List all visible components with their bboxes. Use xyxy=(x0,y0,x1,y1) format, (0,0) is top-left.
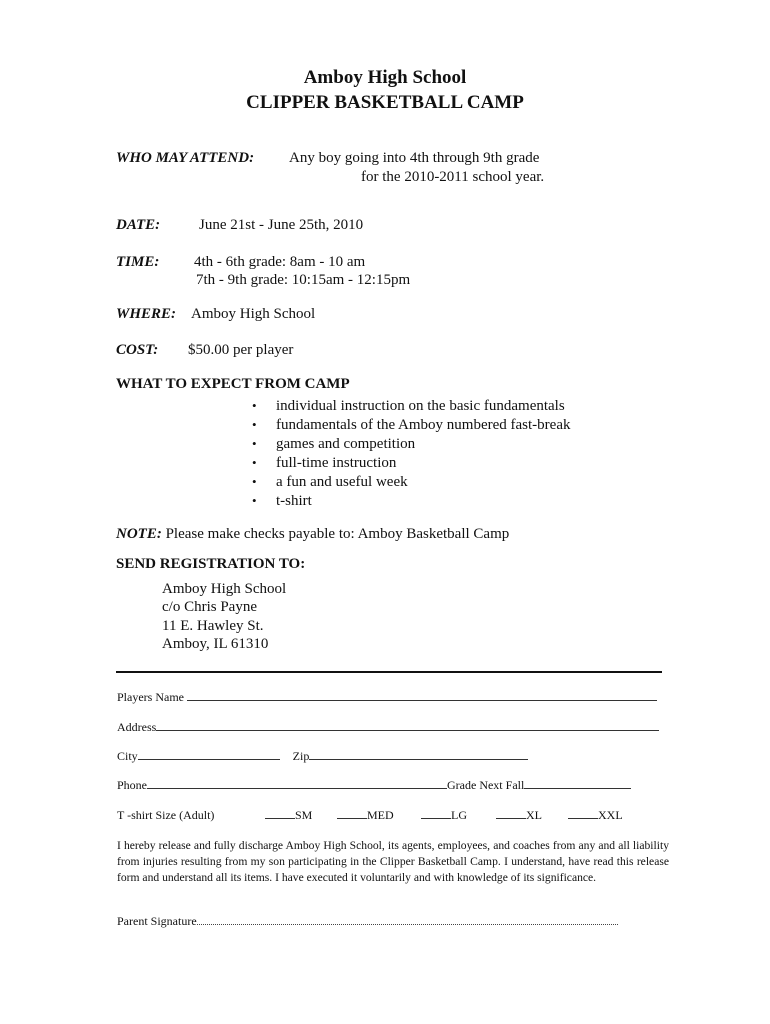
size-xl: XL xyxy=(496,808,542,823)
release-text: I hereby release and fully discharge Amboy High School, its agents, employees, and coaches from any and all liability from injuries resulting from my son participating in the Clipper Basketball Camp. I understand, have read this release form and understand all its items. I have executed it voluntarily and with knowledge of its significance. xyxy=(117,839,669,884)
bullet-icon: • xyxy=(252,493,257,508)
phone-label: Phone xyxy=(117,778,147,792)
size-med: MED xyxy=(337,808,394,823)
parent-signature-field[interactable] xyxy=(197,914,618,925)
address-field[interactable] xyxy=(156,720,659,731)
list-item: • games and competition xyxy=(252,436,416,452)
expect-list xyxy=(252,396,571,510)
address-line: 11 E. Hawley St. xyxy=(162,617,264,634)
tshirt-row xyxy=(117,808,214,823)
address-line: Amboy High School xyxy=(162,581,287,597)
where-value: Amboy High School xyxy=(191,306,316,322)
where-label: WHERE: xyxy=(116,306,177,322)
expect-heading: WHAT TO EXPECT FROM CAMP xyxy=(116,376,350,392)
zip-label: Zip xyxy=(292,749,310,763)
size-sm: SM xyxy=(265,808,312,823)
registration-address xyxy=(162,580,286,653)
bullet-icon: • xyxy=(252,417,257,432)
who-value-line1: Any boy going into 4th through 9th grade xyxy=(289,150,540,166)
zip-field[interactable] xyxy=(309,749,528,760)
who-label: WHO MAY ATTEND: xyxy=(116,150,255,166)
city-zip-row xyxy=(117,749,528,764)
players-name-row xyxy=(117,690,657,705)
registration-heading: SEND REGISTRATION TO: xyxy=(116,556,306,572)
players-name-label: Players Name xyxy=(117,690,184,704)
city-field[interactable] xyxy=(138,749,280,760)
time-value-line1: 4th - 6th grade: 8am - 10 am xyxy=(194,254,366,270)
list-item: • individual instruction on the basic fundamentals xyxy=(252,398,565,414)
size-med-field[interactable] xyxy=(337,808,367,819)
bullet-icon: • xyxy=(252,474,257,489)
players-name-field[interactable] xyxy=(187,690,657,701)
parent-signature-label: Parent Signature xyxy=(117,914,197,928)
size-lg-field[interactable] xyxy=(421,808,451,819)
bullet-icon: • xyxy=(252,398,257,413)
time-label: TIME: xyxy=(116,254,160,270)
phone-field[interactable] xyxy=(147,778,447,789)
note-label: NOTE: xyxy=(116,526,162,542)
bullet-icon: • xyxy=(252,455,257,470)
time-value-line2: 7th - 9th grade: 10:15am - 12:15pm xyxy=(196,272,411,288)
address-row xyxy=(117,720,659,735)
camp-title: CLIPPER BASKETBALL CAMP xyxy=(246,92,524,113)
list-item: • t-shirt xyxy=(252,493,312,509)
size-sm-field[interactable] xyxy=(265,808,295,819)
signature-row xyxy=(117,914,618,929)
address-line: Amboy, IL 61310 xyxy=(162,635,269,652)
school-title: Amboy High School xyxy=(303,67,467,88)
section-divider xyxy=(116,671,662,673)
size-xxl-field[interactable] xyxy=(568,808,598,819)
grade-field[interactable] xyxy=(524,778,631,789)
size-xl-field[interactable] xyxy=(496,808,526,819)
address-line: c/o Chris Payne xyxy=(162,599,257,616)
list-item: • a fun and useful week xyxy=(252,474,408,490)
note xyxy=(116,526,509,543)
list-item: • full-time instruction xyxy=(252,455,397,471)
list-item: • fundamentals of the Amboy numbered fast-break xyxy=(252,417,571,433)
cost-label: COST: xyxy=(116,342,159,358)
date-label: DATE: xyxy=(116,217,161,233)
date-value: June 21st - June 25th, 2010 xyxy=(199,217,364,233)
city-label: City xyxy=(117,749,138,763)
who-value-line2: for the 2010-2011 school year. xyxy=(361,169,545,185)
bullet-icon: • xyxy=(252,436,257,451)
note-text: Please make checks payable to: Amboy Basketball Camp xyxy=(161,526,510,542)
cost-value: $50.00 per player xyxy=(188,342,294,358)
size-xxl: XXL xyxy=(568,808,623,823)
address-label: Address xyxy=(117,720,157,734)
grade-label: Grade Next Fall xyxy=(447,778,525,792)
phone-grade-row xyxy=(117,778,631,793)
tshirt-label: T -shirt Size (Adult) xyxy=(117,808,215,822)
size-lg: LG xyxy=(421,808,467,823)
